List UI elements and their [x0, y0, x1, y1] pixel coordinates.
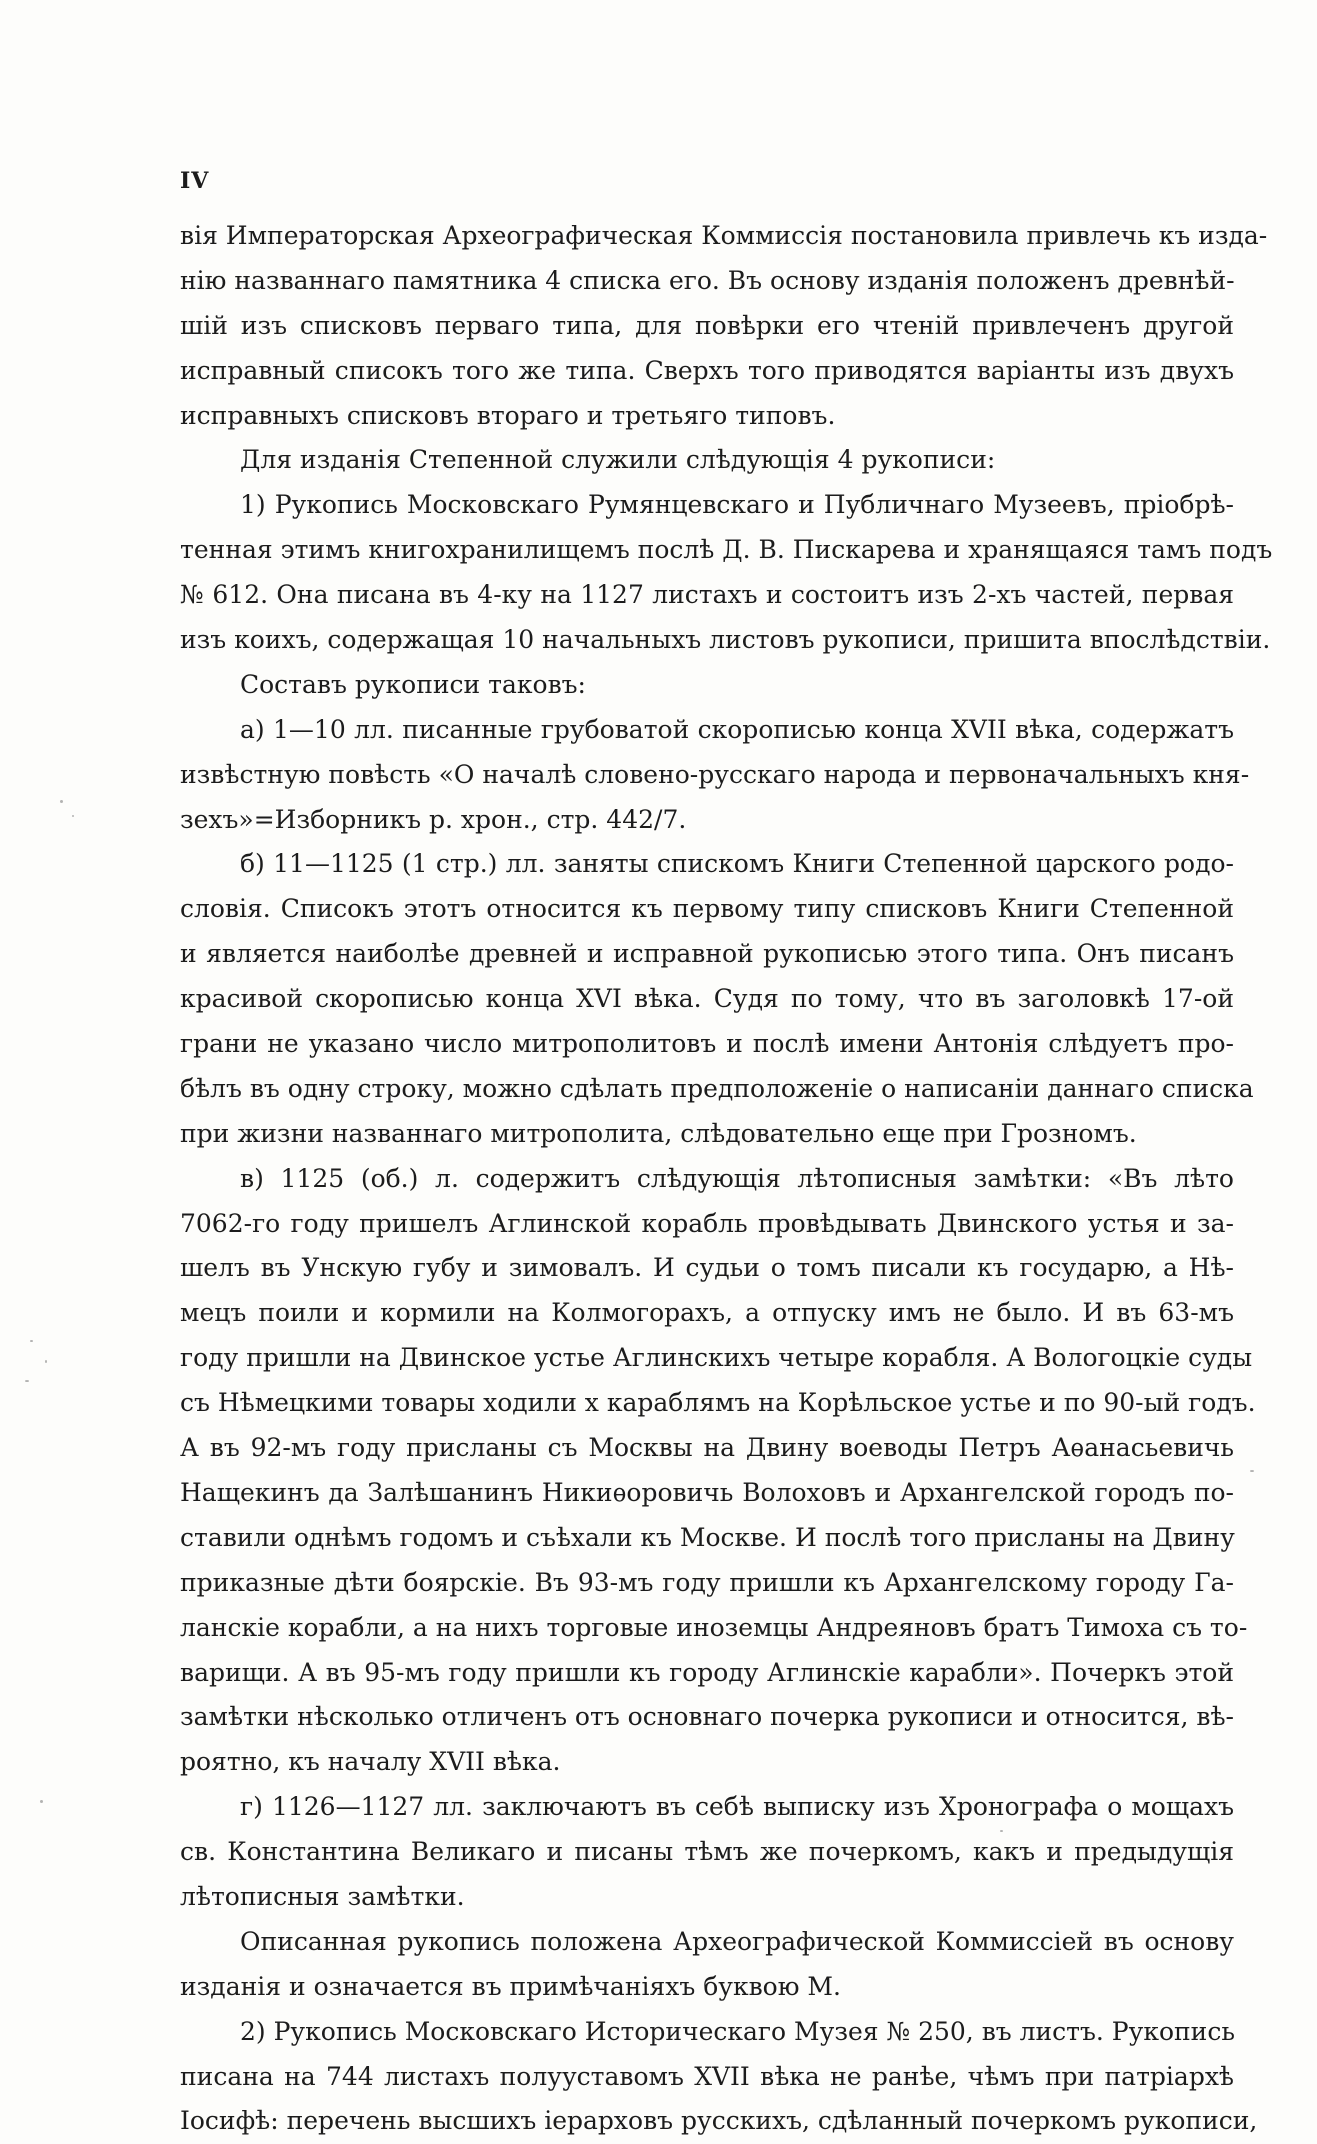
text-line: ставили однѣмъ годомъ и съѣхали къ Москве. И послѣ того присланы на Двину — [180, 1522, 1235, 1552]
text-line: а) 1—10 лл. писанные грубоватой скорописью конца XVII вѣка, содержатъ — [240, 714, 1234, 744]
text-line: нію названнаго памятника 4 списка его. Въ основу изданія положенъ древнѣй- — [180, 265, 1235, 295]
scan-speck — [45, 1360, 47, 1363]
text-line: при жизни названнаго митрополита, слѣдовательно еще при Грозномъ. — [180, 1118, 1137, 1148]
text-line: Нащекинъ да Залѣшанинъ Никиѳоровичь Волоховъ и Архангелской городъ по- — [180, 1477, 1234, 1507]
text-line: съ Нѣмецкими товары ходили х караблямъ на Корѣльское устье и по 90-ый годъ. — [180, 1388, 1256, 1418]
text-line: замѣтки нѣсколько отличенъ отъ основнаго почерка рукописи и относится, вѣ- — [180, 1702, 1234, 1732]
text-line: извѣстную повѣсть «О началѣ словено-русскаго народа и первоначальныхъ кня- — [180, 759, 1250, 789]
text-line: Для изданія Степенной служили слѣдующія 4 рукописи: — [240, 445, 996, 475]
text-line: Іосифѣ: перечень высшихъ іерарховъ русскихъ, сдѣланный почеркомъ рукописи, — [180, 2106, 1258, 2136]
text-line: № 612. Она писана въ 4-ку на 1127 листахъ и состоитъ изъ 2-хъ частей, первая — [180, 580, 1234, 610]
text-line: Описанная рукопись положена Археографической Коммиссіей въ основу — [240, 1926, 1234, 1956]
text-line: исправный списокъ того же типа. Сверхъ того приводятся варіанты изъ двухъ — [180, 355, 1234, 385]
text-line: в) 1125 (об.) л. содержитъ слѣдующія лѣтописныя замѣтки: «Въ лѣто — [240, 1163, 1234, 1193]
text-line: красивой скорописью конца XVI вѣка. Судя по тому, что въ заголовкѣ 17-ой — [180, 984, 1234, 1014]
text-line: шелъ въ Унскую губу и зимовалъ. И судьи о томъ писали къ государю, а Нѣ- — [180, 1253, 1234, 1283]
text-line: зехъ»=Изборникъ р. хрон., стр. 442/7. — [180, 804, 687, 834]
scan-speck — [40, 1800, 43, 1803]
text-line: св. Константина Великаго и писаны тѣмъ же почеркомъ, какъ и предыдущія — [180, 1837, 1234, 1867]
scan-speck — [25, 1380, 29, 1382]
text-line: писана на 744 листахъ полууставомъ XVII вѣка не ранѣе, чѣмъ при патріархѣ — [180, 2061, 1234, 2091]
text-line: г) 1126—1127 лл. заключаютъ въ себѣ выписку изъ Хронографа о мощахъ — [240, 1792, 1234, 1822]
scan-speck — [60, 800, 63, 803]
scan-speck — [1000, 1830, 1003, 1832]
text-line: Составъ рукописи таковъ: — [240, 669, 586, 699]
text-line: словія. Списокъ этотъ относится къ первому типу списковъ Книги Степенной — [180, 894, 1234, 924]
text-line: бѣлъ въ одну строку, можно сдѣлать предположеніе о написаніи даннаго списка — [180, 1073, 1254, 1103]
text-line: мецъ поили и кормили на Колмогорахъ, а отпуску имъ не было. И въ 63-мъ — [180, 1298, 1234, 1328]
text-line: шій изъ списковъ перваго типа, для повѣрки его чтеній привлеченъ другой — [180, 310, 1234, 340]
text-line: вія Императорская Археографическая Коммиссія постановила привлечь къ изда- — [180, 221, 1268, 250]
text-line: грани не указано число митрополитовъ и послѣ имени Антонія слѣдуетъ про- — [180, 1029, 1234, 1059]
page-number: IV — [180, 168, 210, 194]
text-line: варищи. А въ 95-мъ году пришли къ городу Аглинскіе карабли». Почеркъ этой — [180, 1657, 1234, 1687]
text-line: 2) Рукопись Московскаго Историческаго Музея № 250, въ листъ. Рукопись — [240, 2016, 1235, 2046]
text-line: ланскіе корабли, а на нихъ торговые иноземцы Андреяновъ братъ Тимоха съ то- — [180, 1612, 1248, 1642]
text-line: изъ коихъ, содержащая 10 начальныхъ листовъ рукописи, пришита впослѣдствіи. — [180, 625, 1271, 655]
text-line: исправныхъ списковъ втораго и третьяго типовъ. — [180, 400, 836, 430]
body-text — [180, 214, 1273, 2144]
text-line: году пришли на Двинское устье Аглинскихъ четыре корабля. А Вологоцкіе суды — [180, 1343, 1253, 1373]
text-line: приказные дѣти боярскіе. Въ 93-мъ году пришли къ Архангелскому городу Га- — [180, 1567, 1234, 1597]
text-line: изданія и означается въ примѣчаніяхъ буквою М. — [180, 1971, 841, 2001]
text-line: б) 11—1125 (1 стр.) лл. заняты спискомъ Книги Степенной царского родо- — [240, 849, 1234, 879]
text-line: 1) Рукопись Московскаго Румянцевскаго и Публичнаго Музеевъ, пріобрѣ- — [240, 490, 1234, 520]
text-line: и является наиболѣе древней и исправной рукописью этого типа. Онъ писанъ — [180, 939, 1234, 969]
scan-speck — [1250, 1470, 1254, 1472]
text-line: лѣтописныя замѣтки. — [180, 1881, 465, 1911]
text-line: роятно, къ началу XVII вѣка. — [180, 1747, 561, 1777]
scan-speck — [72, 815, 74, 817]
text-line: А въ 92-мъ году присланы съ Москвы на Двину воеводы Петръ Аѳанасьевичь — [180, 1433, 1234, 1463]
text-line: тенная этимъ книгохранилищемъ послѣ Д. В. Пискарева и хранящаяся тамъ подъ — [180, 535, 1273, 565]
scan-speck — [30, 1340, 33, 1342]
text-line: 7062-го году пришелъ Аглинской корабль провѣдывать Двинского устья и за- — [180, 1208, 1234, 1238]
